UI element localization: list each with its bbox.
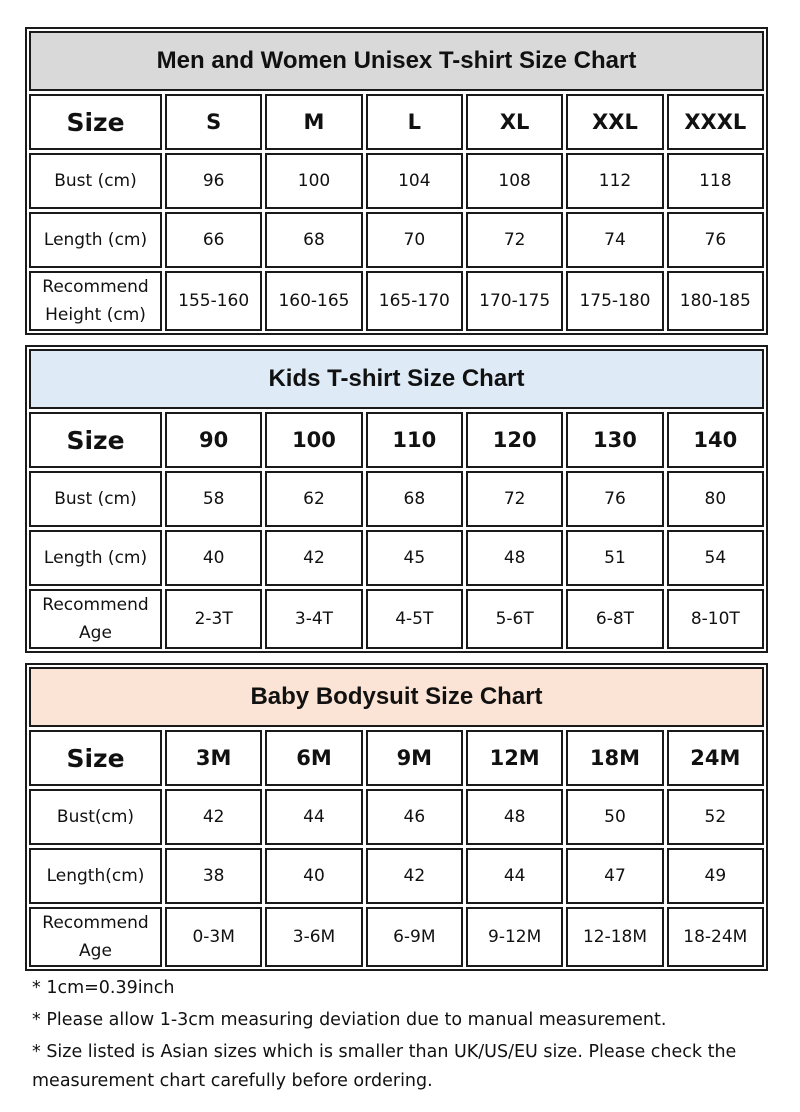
- size-header-cell: 140: [667, 412, 764, 468]
- value-cell: 52: [667, 789, 764, 845]
- value-cell: 80: [667, 471, 764, 527]
- value-cell: 62: [265, 471, 362, 527]
- value-cell: 44: [265, 789, 362, 845]
- value-cell: 46: [366, 789, 463, 845]
- unisex-tshirt-size-chart: [25, 27, 768, 335]
- size-header-cell: S: [165, 94, 262, 150]
- table-row: [29, 530, 764, 586]
- row-label: Length (cm): [29, 530, 162, 586]
- size-header-row: [29, 412, 764, 468]
- value-cell: 44: [466, 848, 563, 904]
- value-cell: 45: [366, 530, 463, 586]
- chart-title: Kids T-shirt Size Chart: [29, 349, 764, 409]
- row-label: Bust(cm): [29, 789, 162, 845]
- table-row: [29, 271, 764, 331]
- baby-bodysuit-size-chart: [25, 663, 768, 971]
- table-row: [29, 471, 764, 527]
- row-label: Length(cm): [29, 848, 162, 904]
- value-cell: 72: [466, 471, 563, 527]
- size-header-cell: XXXL: [667, 94, 764, 150]
- value-cell: 112: [566, 153, 663, 209]
- value-cell: 42: [366, 848, 463, 904]
- size-header-row: [29, 730, 764, 786]
- table-row: [29, 789, 764, 845]
- row-label: [29, 907, 162, 967]
- value-cell: 100: [265, 153, 362, 209]
- size-header-cell: 9M: [366, 730, 463, 786]
- value-cell: 66: [165, 212, 262, 268]
- table-row: [29, 848, 764, 904]
- value-cell: 3-6M: [265, 907, 362, 967]
- chart-title: Baby Bodysuit Size Chart: [29, 667, 764, 727]
- size-header-cell: M: [265, 94, 362, 150]
- value-cell: 48: [466, 789, 563, 845]
- table-row: [29, 589, 764, 649]
- value-cell: 0-3M: [165, 907, 262, 967]
- value-cell: 70: [366, 212, 463, 268]
- value-cell: 49: [667, 848, 764, 904]
- value-cell: 42: [165, 789, 262, 845]
- size-header-cell: 120: [466, 412, 563, 468]
- value-cell: 160-165: [265, 271, 362, 331]
- value-cell: 5-6T: [466, 589, 563, 649]
- row-label-line-2: Height (cm): [45, 305, 146, 325]
- size-header-cell: L: [366, 94, 463, 150]
- value-cell: 165-170: [366, 271, 463, 331]
- value-cell: 76: [667, 212, 764, 268]
- row-label: [29, 271, 162, 331]
- row-label-line-1: Recommend: [42, 913, 149, 933]
- value-cell: 170-175: [466, 271, 563, 331]
- size-header-cell: 110: [366, 412, 463, 468]
- size-header-cell: 130: [566, 412, 663, 468]
- value-cell: 38: [165, 848, 262, 904]
- kids-tshirt-size-chart: [25, 345, 768, 653]
- value-cell: 40: [165, 530, 262, 586]
- row-label-line-2: Age: [79, 941, 112, 961]
- value-cell: 180-185: [667, 271, 764, 331]
- row-label: Bust (cm): [29, 153, 162, 209]
- table-row: [29, 907, 764, 967]
- size-header-label: Size: [29, 730, 162, 786]
- row-label-line-2: Age: [79, 623, 112, 643]
- value-cell: 8-10T: [667, 589, 764, 649]
- size-table: [26, 28, 767, 334]
- value-cell: 12-18M: [566, 907, 663, 967]
- size-header-cell: 3M: [165, 730, 262, 786]
- value-cell: 104: [366, 153, 463, 209]
- value-cell: 58: [165, 471, 262, 527]
- size-header-row: [29, 94, 764, 150]
- value-cell: 6-9M: [366, 907, 463, 967]
- size-header-label: Size: [29, 94, 162, 150]
- row-label: [29, 589, 162, 649]
- value-cell: 68: [366, 471, 463, 527]
- footnotes: [32, 972, 772, 1096]
- size-header-cell: XL: [466, 94, 563, 150]
- row-label: Length (cm): [29, 212, 162, 268]
- value-cell: 175-180: [566, 271, 663, 331]
- value-cell: 40: [265, 848, 362, 904]
- value-cell: 6-8T: [566, 589, 663, 649]
- value-cell: 50: [566, 789, 663, 845]
- value-cell: 96: [165, 153, 262, 209]
- value-cell: 54: [667, 530, 764, 586]
- note-deviation: * Please allow 1-3cm measuring deviation due to manual measurement.: [32, 1010, 667, 1030]
- value-cell: 2-3T: [165, 589, 262, 649]
- table-row: [29, 153, 764, 209]
- value-cell: 48: [466, 530, 563, 586]
- row-label: Bust (cm): [29, 471, 162, 527]
- size-header-cell: 18M: [566, 730, 663, 786]
- value-cell: 18-24M: [667, 907, 764, 967]
- value-cell: 51: [566, 530, 663, 586]
- size-header-cell: 24M: [667, 730, 764, 786]
- size-header-cell: 90: [165, 412, 262, 468]
- size-header-cell: 12M: [466, 730, 563, 786]
- value-cell: 47: [566, 848, 663, 904]
- value-cell: 42: [265, 530, 362, 586]
- size-table: [26, 346, 767, 652]
- note-conversion: * 1cm=0.39inch: [32, 978, 175, 998]
- table-row: [29, 212, 764, 268]
- size-header-label: Size: [29, 412, 162, 468]
- value-cell: 3-4T: [265, 589, 362, 649]
- value-cell: 108: [466, 153, 563, 209]
- size-header-cell: 6M: [265, 730, 362, 786]
- size-table: [26, 664, 767, 970]
- size-header-cell: 100: [265, 412, 362, 468]
- value-cell: 72: [466, 212, 563, 268]
- value-cell: 155-160: [165, 271, 262, 331]
- value-cell: 4-5T: [366, 589, 463, 649]
- value-cell: 9-12M: [466, 907, 563, 967]
- value-cell: 118: [667, 153, 764, 209]
- value-cell: 74: [566, 212, 663, 268]
- chart-title: Men and Women Unisex T-shirt Size Chart: [29, 31, 764, 91]
- value-cell: 68: [265, 212, 362, 268]
- size-header-cell: XXL: [566, 94, 663, 150]
- note-asian-sizes: * Size listed is Asian sizes which is smaller than UK/US/EU size. Please check the measurement chart carefully before ordering.: [32, 1042, 737, 1091]
- row-label-line-1: Recommend: [42, 595, 149, 615]
- row-label-line-1: Recommend: [42, 277, 149, 297]
- value-cell: 76: [566, 471, 663, 527]
